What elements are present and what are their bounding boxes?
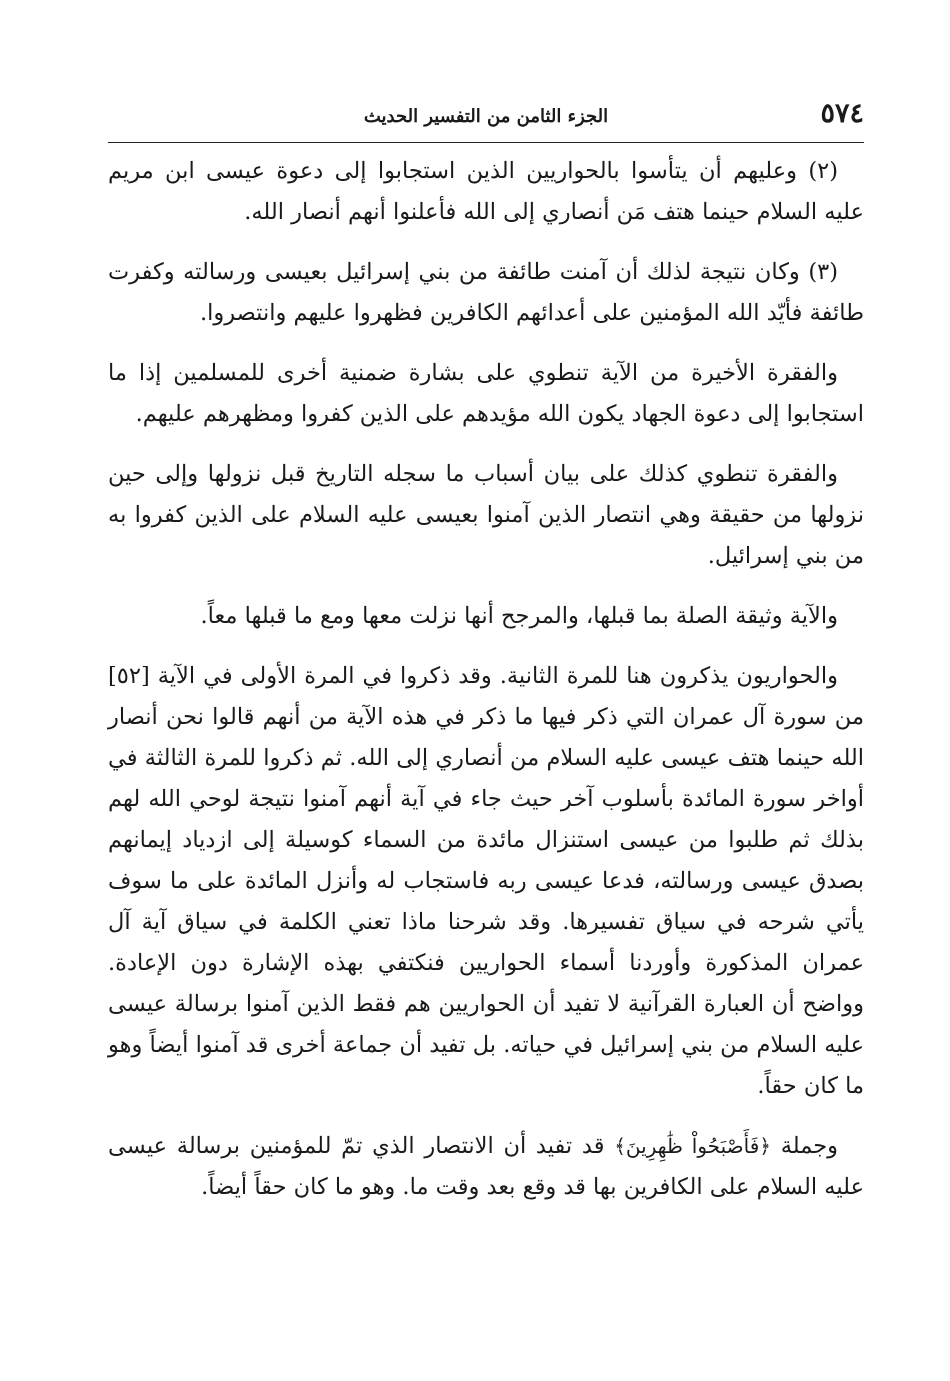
paragraph-6: والحواريون يذكرون هنا للمرة الثانية. وقد ذكروا في المرة الأولى في الآية [٥٢] من سورة آل عمران التي ذكر فيها ما ذكر في هذه الآية من أنهم قالوا نحن أنصار الله حينما هتف عيسى عليه السلام من أنصاري إلى الله. ثم ذكروا للمرة الثالثة في أواخر سورة المائدة بأسلوب آخر حيث جاء في آية أنهم آمنوا نتيجة لوحي الله لهم بذلك ثم طلبوا من عيسى استنزال مائدة من السماء كوسيلة إلى ازدياد إيمانهم بصدق عيسى ورسالته، فدعا عيسى ربه فاستجاب له وأنزل المائدة على ما سوف يأتي شرحه في سياق تفسيرها. وقد شرحنا ماذا تعني الكلمة في سياق آية آل عمران المذكورة وأوردنا أسماء الحواريين فنكتفي بهذه الإشارة دون الإعادة. وواضح أن العبارة القرآنية لا تفيد أن الحواريين هم فقط الذين آمنوا برسالة عيسى عليه السلام من بني إسرائيل في حياته. بل تفيد أن جماعة أخرى قد آمنوا أيضاً وهو ما كان حقاً. (108, 663, 864, 1099)
paragraph-4: والفقرة تنطوي كذلك على بيان أسباب ما سجله التاريخ قبل نزولها وإلى حين نزولها من حقيقة وهي انتصار الذين آمنوا بعيسى عليه السلام على الذين كفروا به من بني إسرائيل. (108, 461, 864, 569)
paragraph-7-lead: وجملة (780, 1133, 838, 1159)
paragraph-3: والفقرة الأخيرة من الآية تنطوي على بشارة ضمنية أخرى للمسلمين إذا ما استجابوا إلى دعوة الجهاد يكون الله مؤيدهم على الذين كفروا ومظهرهم عليهم. (108, 360, 864, 427)
paragraph-5: والآية وثيقة الصلة بما قبلها، والمرجح أنها نزلت معها ومع ما قبلها معاً. (200, 603, 838, 629)
paragraph-2: (٣) وكان نتيجة لذلك أن آمنت طائفة من بني إسرائيل بعيسى ورسالته وكفرت طائفة فأيّد الله المؤمنين على أعدائهم الكافرين فظهروا عليهم وانتصروا. (108, 259, 864, 326)
paragraph-1: (٢) وعليهم أن يتأسوا بالحواريين الذين استجابوا إلى دعوة عيسى ابن مريم عليه السلام حينما هتف مَن أنصاري إلى الله فأعلنوا أنهم أنصار الله. (108, 158, 864, 225)
page-number: ٥٧٤ (820, 98, 864, 129)
running-header (108, 96, 864, 143)
paragraph-7-rest: قد تفيد أن الانتصار الذي تمّ للمؤمنين برسالة عيسى عليه السلام على الكافرين بها قد وقع بعد وقت ما. وهو ما كان حقاً أيضاً. (108, 1133, 864, 1200)
paragraph-7 (108, 1126, 864, 1208)
header-title: الجزء الثامن من التفسير الحديث (363, 106, 609, 127)
quran-quote: ﴿فَأَصْبَحُواْ ظَٰهِرِينَ﴾ (614, 1134, 771, 1158)
book-page (108, 96, 864, 1227)
page-body (108, 143, 864, 1208)
